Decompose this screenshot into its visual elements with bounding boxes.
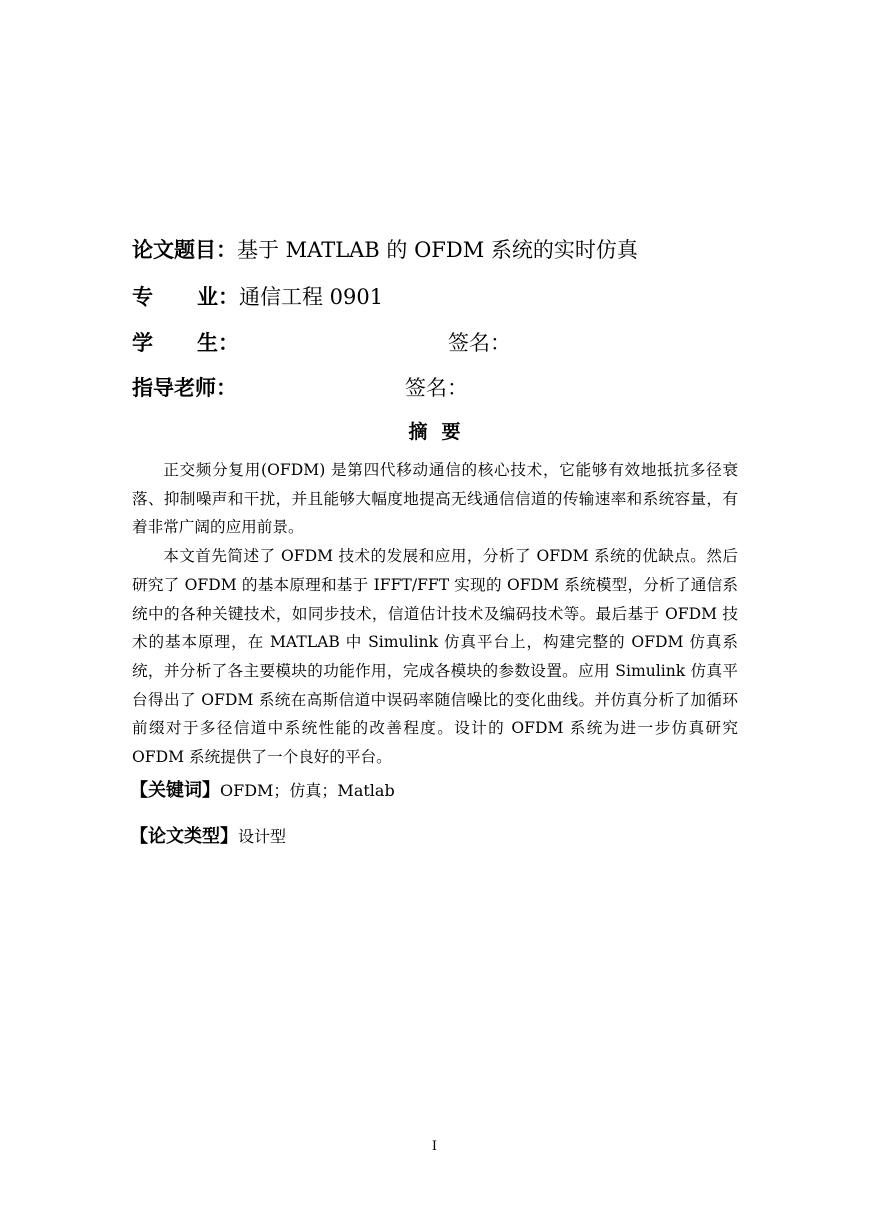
keywords-label: 【关键词】 <box>130 780 220 801</box>
major-label-second-part: 业： <box>197 285 239 309</box>
advisor-row <box>132 374 237 402</box>
major-row <box>132 283 383 311</box>
abstract-heading: 摘要 <box>408 421 475 443</box>
thesis-title-row <box>132 236 638 264</box>
student-label-first-char: 学 <box>132 331 153 355</box>
abstract-paragraph: 本文首先简述了 OFDM 技术的发展和应用，分析了 OFDM 系统的优缺点。然后研究了 OFDM 的基本原理和基于 IFFT/FFT 实现的 OFDM 系统模型，分析了通信系统中的各种关键技术，如同步技术，信道估计技术及编码技术等。最后基于 OFDM 技术的基本原理，在 MATLAB 中 Simulink 仿真平台上，构建完整的 OFDM 仿真系统，并分析了各主要模块的功能作用，完成各模块的参数设置。应用 Simulink 仿真平台得出了 OFDM 系统在高斯信道中误码率随信噪比的变化曲线。并仿真分析了加循环前缀对于多径信道中系统性能的改善程度。设计的 OFDM 系统为进一步仿真研究 OFDM 系统提供了一个良好的平台。 <box>132 547 738 767</box>
student-label-second-part: 生： <box>197 331 239 355</box>
student-signature-label: 签名： <box>448 331 511 355</box>
keywords-value: OFDM；仿真；Matlab <box>220 781 395 800</box>
advisor-label: 指导老师： <box>132 376 237 400</box>
major-label-first-char: 专 <box>132 285 153 309</box>
thesis-type-label: 【论文类型】 <box>130 826 238 847</box>
thesis-type-row <box>130 823 286 851</box>
keywords-row <box>130 777 395 805</box>
thesis-title-label: 论文题目： <box>132 238 237 262</box>
abstract-paragraph: 正交频分复用(OFDM) 是第四代移动通信的核心技术，它能够有效地抵抗多径衰落、抑制噪声和干扰，并且能够大幅度地提高无线通信信道的传输速率和系统容量，有着非常广阔的应用前景。 <box>132 461 738 537</box>
advisor-signature-label: 签名： <box>405 376 468 400</box>
page-number: I <box>431 1139 438 1154</box>
abstract-body <box>132 456 738 772</box>
student-row <box>132 329 239 357</box>
major-value: 通信工程 0901 <box>239 285 384 309</box>
thesis-title-value: 基于 MATLAB 的 OFDM 系统的实时仿真 <box>237 238 638 262</box>
thesis-type-value: 设计型 <box>238 827 287 846</box>
